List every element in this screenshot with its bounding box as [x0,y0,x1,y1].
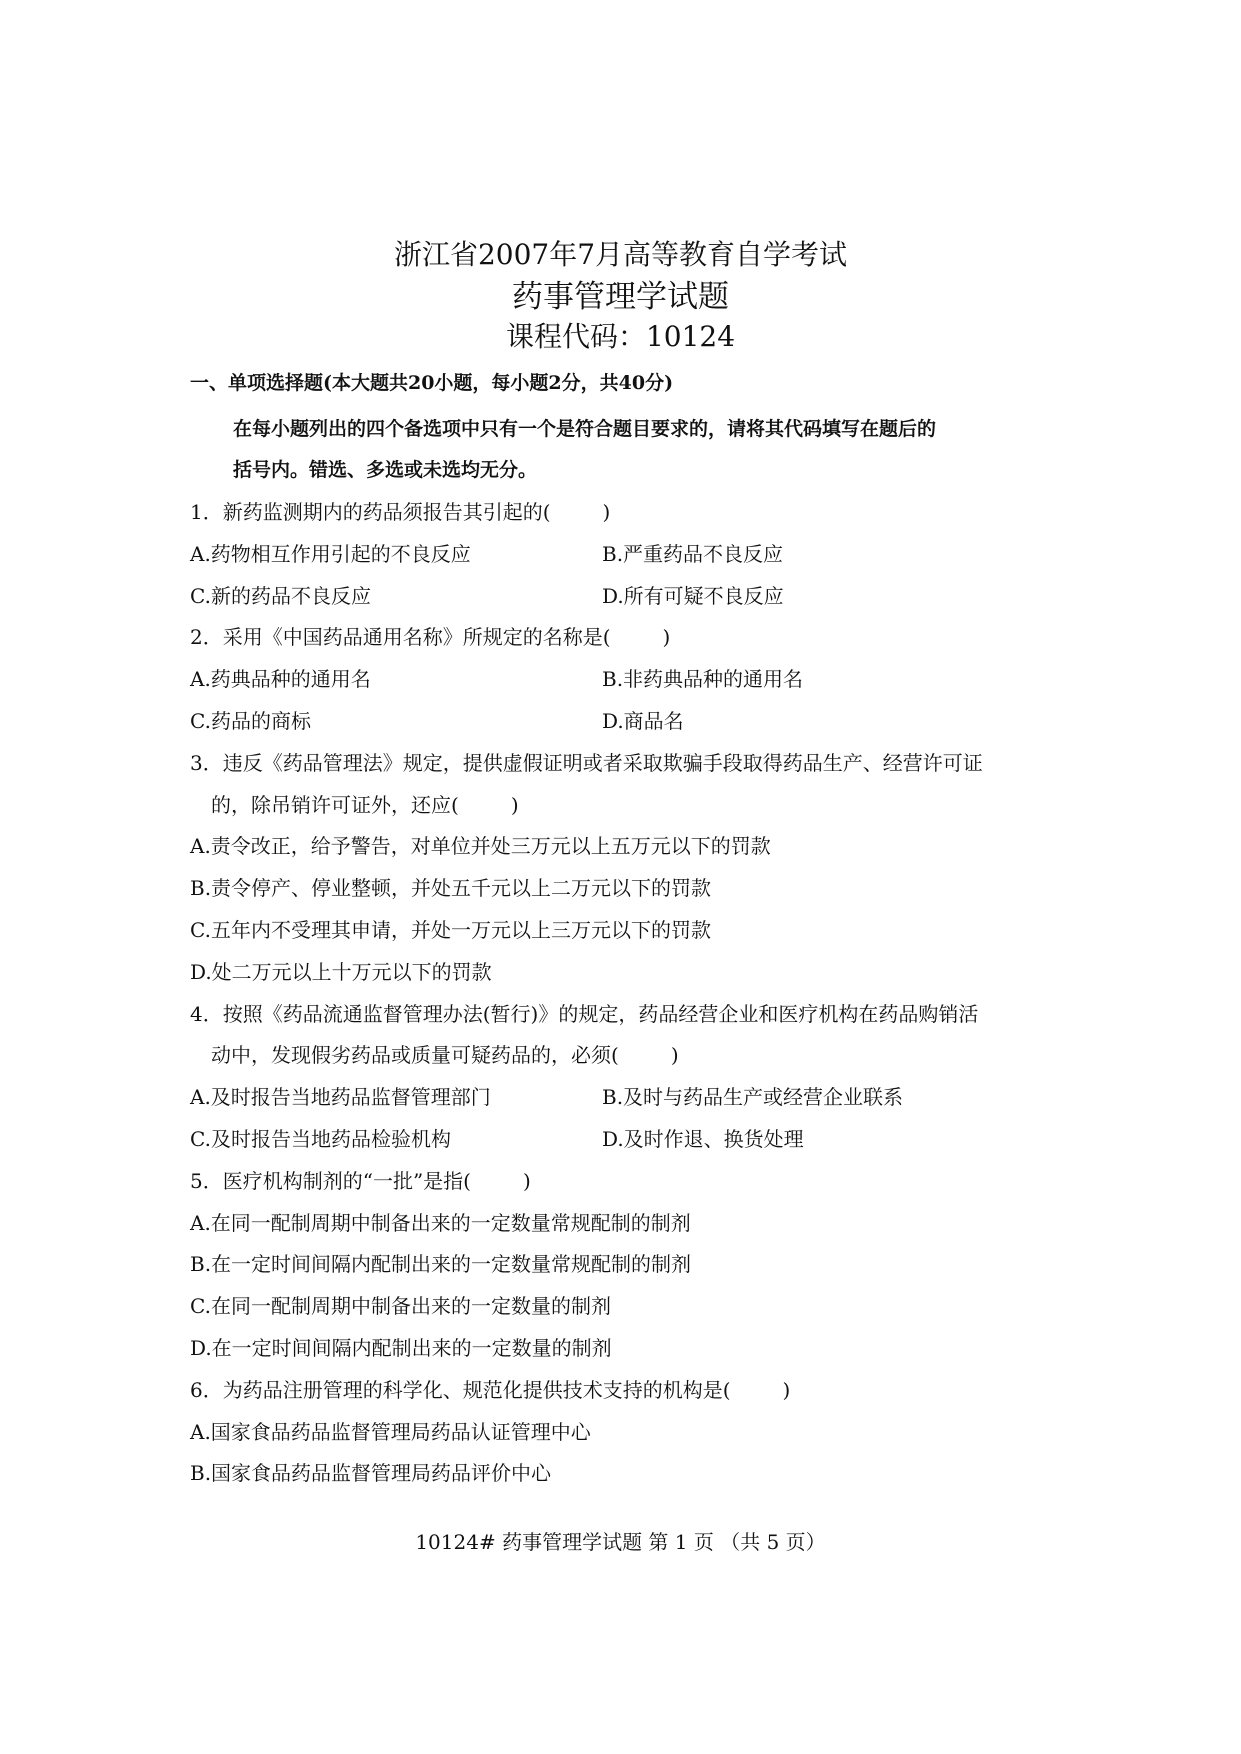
question-4-option-b: B.及时与药品生产或经营企业联系 [602,1085,904,1110]
question-5-option-b: B.在一定时间间隔内配制出来的一定数量常规配制的制剂 [190,1252,692,1277]
question-3-stem-line1: 3．违反《药品管理法》规定，提供虚假证明或者采取欺骗手段取得药品生产、经营许可证 [190,750,983,775]
question-4-stem-line2: 动中，发现假劣药品或质量可疑药品的，必须( ) [211,1043,679,1068]
exam-header-line1: 浙江省2007年7月高等教育自学考试 [393,238,848,271]
question-5-stem: 5．医疗机构制剂的“一批”是指( ) [190,1168,531,1193]
question-1-option-a: A.药物相互作用引起的不良反应 [190,541,471,566]
question-4-stem-line1: 4．按照《药品流通监督管理办法(暂行)》的规定，药品经营企业和医疗机构在药品购销活 [190,1001,979,1026]
question-5-option-d: D.在一定时间间隔内配制出来的一定数量的制剂 [190,1335,612,1360]
question-3-option-d: D.处二万元以上十万元以下的罚款 [190,959,492,984]
question-6-option-a: A.国家食品药品监督管理局药品认证管理中心 [190,1419,591,1444]
exam-title: 药事管理学试题 [512,279,729,315]
question-2-option-d: D.商品名 [602,708,684,733]
question-1-option-c: C.新的药品不良反应 [190,583,371,608]
question-2-option-a: A.药典品种的通用名 [190,667,371,692]
question-4-option-a: A.及时报告当地药品监督管理部门 [190,1085,491,1110]
question-3-option-a: A.责令改正，给予警告，对单位并处三万元以上五万元以下的罚款 [190,834,771,859]
question-2-stem: 2．采用《中国药品通用名称》所规定的名称是( ) [190,625,671,650]
page-footer: 10124# 药事管理学试题 第 1 页 （共 5 页） [415,1530,826,1554]
section-instructions [233,409,1063,491]
question-1-option-b: B.严重药品不良反应 [602,541,784,566]
question-5-option-a: A.在同一配制周期中制备出来的一定数量常规配制的制剂 [190,1210,691,1235]
question-1-options-cd [190,576,1070,618]
question-4-options-ab [190,1077,1070,1119]
question-4-options-cd [190,1119,1070,1161]
question-3-stem-line2: 的，除吊销许可证外，还应( ) [211,792,519,817]
instruction-line-1: 在每小题列出的四个备选项中只有一个是符合题目要求的，请将其代码填写在题后的 [233,418,937,440]
question-3-option-c: C.五年内不受理其申请，并处一万元以上三万元以下的罚款 [190,917,711,942]
question-1-stem: 1．新药监测期内的药品须报告其引起的( ) [190,500,611,524]
instruction-line-2: 括号内。错选、多选或未选均无分。 [233,459,538,481]
question-1-option-d: D.所有可疑不良反应 [602,583,784,608]
question-3-option-b: B.责令停产、停业整顿，并处五千元以上二万元以下的罚款 [190,876,712,901]
question-6-option-b: B.国家食品药品监督管理局药品评价中心 [190,1461,552,1486]
question-2-options-cd [190,701,1070,743]
question-4-option-c: C.及时报告当地药品检验机构 [190,1126,451,1151]
question-1-options-ab [190,534,1070,576]
question-2-option-b: B.非药典品种的通用名 [602,667,804,692]
question-6-stem: 6．为药品注册管理的科学化、规范化提供技术支持的机构是( ) [190,1377,791,1402]
question-4-option-d: D.及时作退、换货处理 [602,1126,804,1151]
question-list [190,492,1070,1495]
question-2-options-ab [190,659,1070,701]
question-5-option-c: C.在同一配制周期中制备出来的一定数量的制剂 [190,1294,611,1319]
question-2-option-c: C.药品的商标 [190,708,311,733]
course-code: 课程代码：10124 [505,320,736,353]
section-heading: 一、单项选择题(本大题共20小题，每小题2分，共40分) [190,372,674,394]
